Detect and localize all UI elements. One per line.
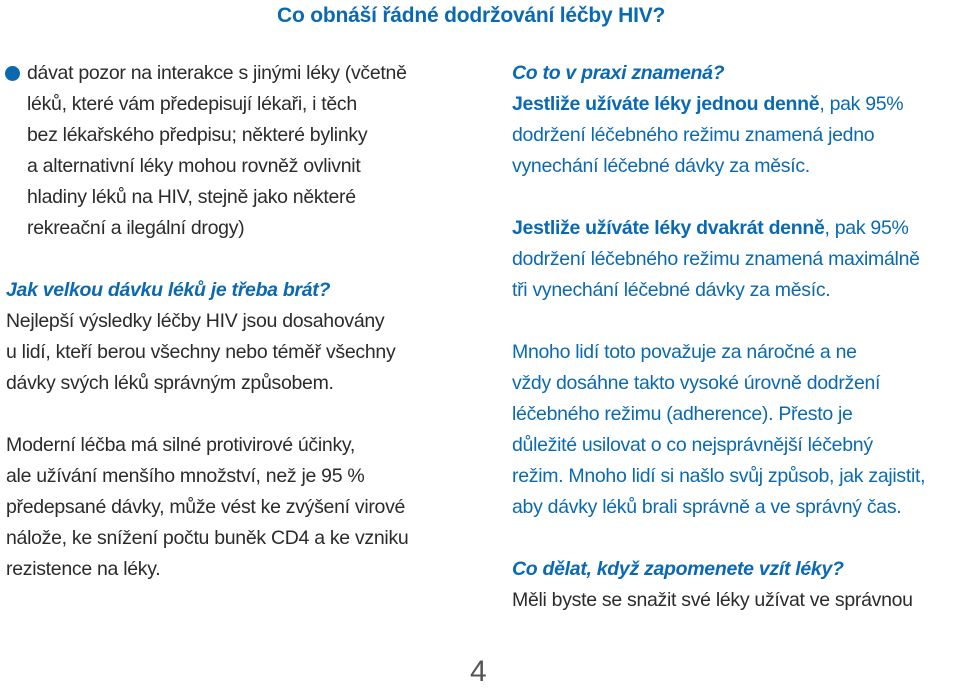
right-column bbox=[512, 58, 957, 616]
paragraph-line: léčebného režimu (adherence). Přesto je bbox=[512, 403, 853, 425]
paragraph-line: režim. Mnoho lidí si našlo svůj způsob, jak zajistit, bbox=[512, 465, 926, 487]
paragraph-line: u lidí, kteří berou všechny nebo téměř všechny bbox=[6, 341, 396, 363]
page-number: 4 bbox=[470, 655, 487, 688]
section-heading-dose: Jak velkou dávku léků je třeba brát? bbox=[6, 279, 331, 301]
paragraph-fragment: , pak 95% bbox=[819, 93, 904, 115]
page-title: Co obnáší řádné dodržování léčby HIV? bbox=[277, 4, 666, 27]
section-heading-forgot: Co dělat, když zapomenete vzít léky? bbox=[512, 558, 844, 580]
paragraph-line: Nejlepší výsledky léčby HIV jsou dosahovány bbox=[6, 310, 385, 332]
bullet-line: hladiny léků na HIV, stejně jako některé bbox=[27, 186, 356, 208]
paragraph-line: nálože, ke snížení počtu buněk CD4 a ke vzniku bbox=[6, 527, 409, 549]
bullet-line: bez lékařského předpisu; některé bylinky bbox=[27, 124, 368, 146]
bullet-line: dávat pozor na interakce s jinými léky (včetně bbox=[27, 62, 407, 84]
paragraph-line: Moderní léčba má silné protivirové účinky, bbox=[6, 434, 356, 456]
bullet-dot-icon bbox=[5, 66, 20, 81]
paragraph-line: důležité usilovat o co nejsprávnější léčebný bbox=[512, 434, 873, 456]
section-heading-practice: Co to v praxi znamená? bbox=[512, 62, 725, 84]
paragraph-line: tři vynechání léčebné dávky za měsíc. bbox=[512, 279, 831, 301]
bullet-line: rekreační a ilegální drogy) bbox=[27, 217, 245, 239]
paragraph-line: dodržení léčebného režimu znamená jedno bbox=[512, 124, 875, 146]
paragraph-line: aby dávky léků brali správně a ve správný čas. bbox=[512, 496, 902, 518]
paragraph-fragment: , pak 95% bbox=[824, 217, 909, 239]
emphasis-once-daily: Jestliže užíváte léky jednou denně bbox=[512, 93, 820, 115]
paragraph-line: dodržení léčebného režimu znamená maximálně bbox=[512, 248, 920, 270]
paragraph-line: vynechání léčebné dávky za měsíc. bbox=[512, 155, 810, 177]
paragraph-line: předepsané dávky, může vést ke zvýšení virové bbox=[6, 496, 406, 518]
paragraph-line: Měli byste se snažit své léky užívat ve správnou bbox=[512, 589, 913, 611]
emphasis-twice-daily: Jestliže užíváte léky dvakrát denně bbox=[512, 217, 825, 239]
bullet-line: léků, které vám předepisují lékaři, i těch bbox=[27, 93, 357, 115]
paragraph-line bbox=[512, 213, 957, 244]
paragraph-line: Mnoho lidí toto považuje za náročné a ne bbox=[512, 341, 857, 363]
paragraph-line bbox=[512, 89, 957, 120]
paragraph-line: ale užívání menšího množství, než je 95 % bbox=[6, 465, 365, 487]
paragraph-line: vždy dosáhne takto vysoké úrovně dodržení bbox=[512, 372, 881, 394]
left-column bbox=[6, 58, 466, 585]
bullet-item bbox=[6, 58, 466, 244]
paragraph-line: rezistence na léky. bbox=[6, 558, 161, 580]
paragraph-line: dávky svých léků správným způsobem. bbox=[6, 372, 334, 394]
bullet-line: a alternativní léky mohou rovněž ovlivnit bbox=[27, 155, 361, 177]
